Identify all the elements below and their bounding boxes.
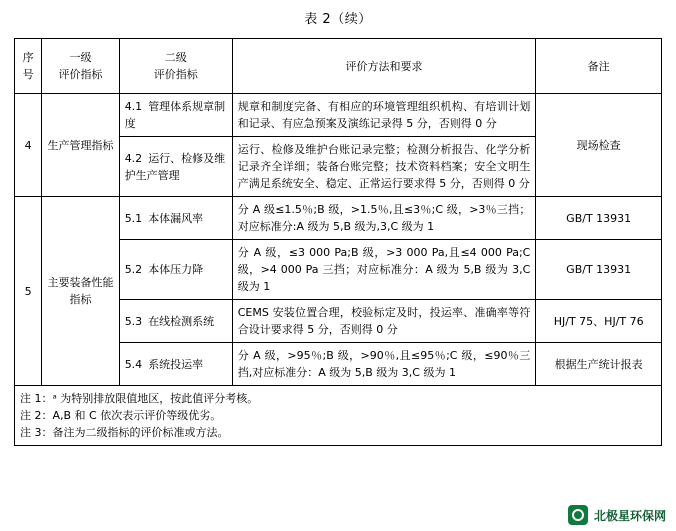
column-header-level2-line1: 二级 bbox=[164, 51, 187, 64]
watermark bbox=[568, 505, 666, 525]
row-level2-number: 4.2 bbox=[124, 151, 143, 165]
row-level2-name: 在线检测系统 bbox=[148, 314, 215, 328]
table-body bbox=[15, 94, 662, 446]
row-method: 分 A 级≤1.5％;B 级，>1.5％,且≤3％;C 级，>3％三挡；对应标准分:A 级为 5,B 级为,3,C 级为 1 bbox=[232, 197, 536, 240]
table-header-row bbox=[15, 39, 662, 94]
note-3: 注 3：备注为二级指标的评价标准或方法。 bbox=[20, 426, 229, 439]
row-level2-name: 系统投运率 bbox=[148, 357, 204, 371]
row-level2-label bbox=[119, 94, 232, 137]
row-level2-name: 运行、检修及维护生产管理 bbox=[124, 151, 226, 182]
row-level1-label: 主要装备性能指标 bbox=[42, 197, 119, 386]
row-remark: HJ/T 75、HJ/T 76 bbox=[536, 300, 662, 343]
row-level2-name: 本体压力降 bbox=[148, 263, 204, 276]
row-level2-number: 5.2 bbox=[124, 263, 143, 276]
row-level2-number: 5.4 bbox=[124, 357, 143, 371]
note-1: 注 1：ᵃ 为特别排放限值地区，按此值评分考核。 bbox=[20, 392, 259, 405]
row-level2-name: 管理体系规章制度 bbox=[124, 100, 226, 130]
row-level2-label bbox=[119, 137, 232, 197]
column-header-level2 bbox=[119, 39, 232, 94]
row-remark: GB/T 13931 bbox=[536, 240, 662, 300]
row-method: 分 A 级，≤3 000 Pa;B 级，>3 000 Pa,且≤4 000 Pa;C 级，>4 000 Pa 三挡；对应标准分：A 级为 5,B 级为 3,C 级为 1 bbox=[232, 240, 536, 300]
evaluation-table bbox=[14, 38, 662, 446]
table-row bbox=[15, 197, 662, 240]
row-seq: 5 bbox=[15, 197, 42, 386]
row-method: 规章和制度完备、有相应的环境管理组织机构、有培训计划和记录、有应急预案及演练记录得 5 分，否则得 0 分 bbox=[232, 94, 536, 137]
row-method: 分 A 级，>95％;B 级，>90％,且≤95％;C 级，≤90％三挡,对应标准分：A 级为 5,B 级为 3,C 级为 1 bbox=[232, 343, 536, 386]
column-header-level2-line2: 评价指标 bbox=[153, 68, 198, 81]
row-level2-label bbox=[119, 343, 232, 386]
row-seq: 4 bbox=[15, 94, 42, 197]
row-level2-name: 本体漏风率 bbox=[148, 211, 204, 225]
column-header-method: 评价方法和要求 bbox=[232, 39, 536, 94]
column-header-level1-line2: 评价指标 bbox=[58, 68, 103, 81]
row-remark: GB/T 13931 bbox=[536, 197, 662, 240]
page-title: 表 2（续） bbox=[304, 12, 372, 27]
table-notes-row bbox=[15, 386, 662, 446]
row-level2-number: 5.1 bbox=[124, 211, 143, 225]
table-notes bbox=[15, 386, 662, 446]
table-row bbox=[15, 94, 662, 137]
row-remark: 根据生产统计报表 bbox=[536, 343, 662, 386]
row-level2-number: 5.3 bbox=[124, 314, 143, 328]
row-level2-label bbox=[119, 240, 232, 300]
watermark-text: 北极星环保网 bbox=[593, 508, 666, 523]
row-level2-label bbox=[119, 197, 232, 240]
column-header-seq: 序号 bbox=[15, 39, 42, 94]
table-header bbox=[15, 39, 662, 94]
row-level1-label: 生产管理指标 bbox=[42, 94, 119, 197]
column-header-remark: 备注 bbox=[536, 39, 662, 94]
watermark-logo-icon bbox=[568, 505, 588, 525]
row-remark: 现场检查 bbox=[536, 94, 662, 197]
row-method: CEMS 安装位置合理，校验标定及时，投运率、准确率等符合设计要求得 5 分，否则得 0 分 bbox=[232, 300, 536, 343]
row-level2-label bbox=[119, 300, 232, 343]
column-header-level1 bbox=[42, 39, 119, 94]
column-header-level1-line1: 一级 bbox=[69, 51, 92, 64]
row-method: 运行、检修及维护台账记录完整；检测分析报告、化学分析记录齐全详细；装备台账完整；技术资料档案；安全文明生产满足系统安全、稳定、正常运行要求得 5 分，否则得 0 分 bbox=[232, 137, 536, 197]
row-level2-number: 4.1 bbox=[124, 100, 143, 113]
note-2: 注 2：A,B 和 C 依次表示评价等级优劣。 bbox=[20, 409, 222, 422]
